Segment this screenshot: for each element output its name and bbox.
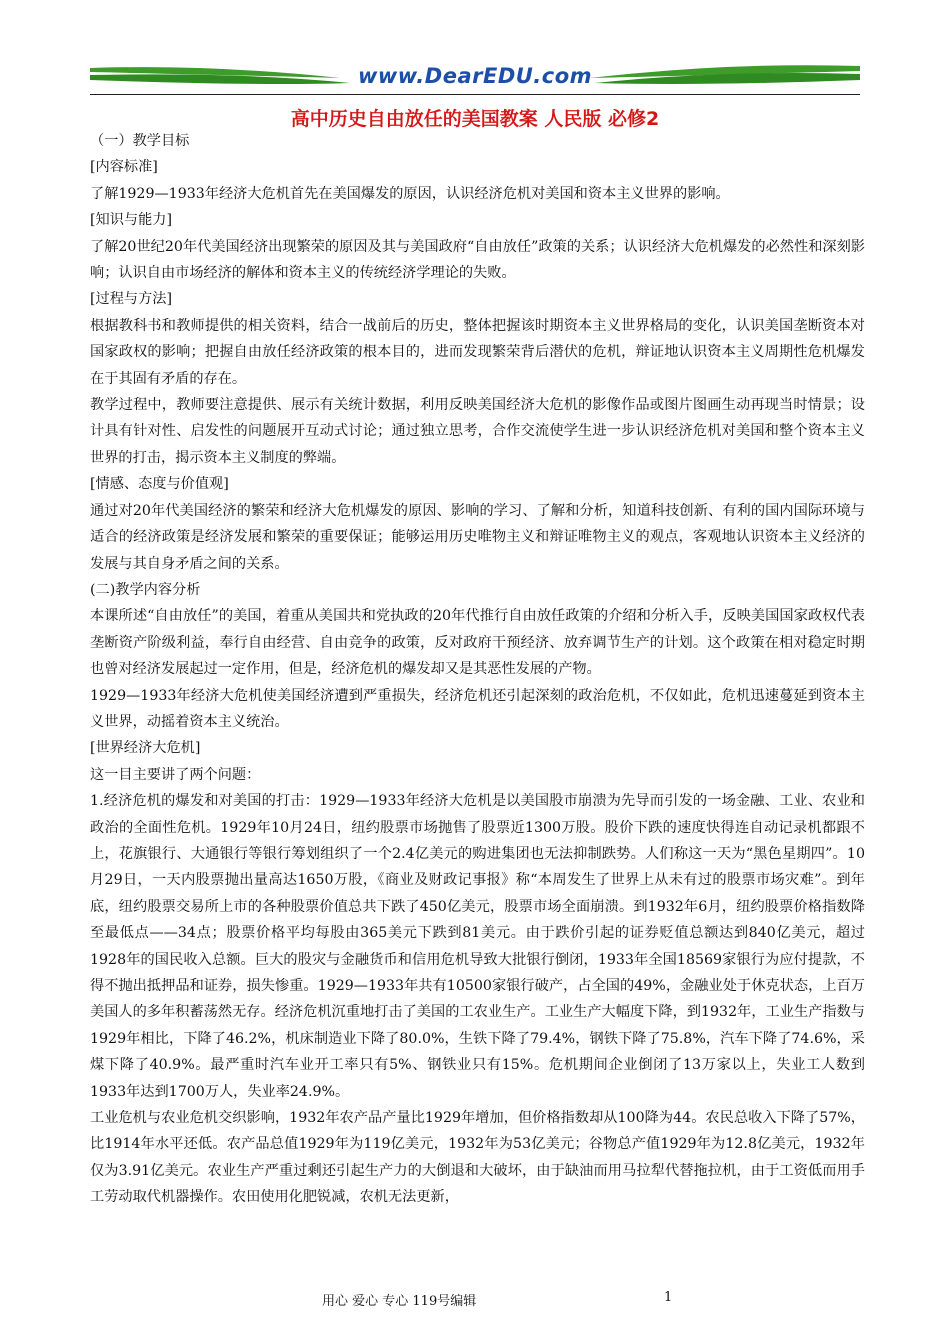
page-number: 1 <box>664 1290 673 1305</box>
site-banner <box>90 56 860 96</box>
page-title: 高中历史自由放任的美国教案 人民版 必修2 <box>290 108 660 130</box>
site-logo-text: www.DearEDU.com <box>357 64 593 88</box>
paragraph: 教学过程中，教师要注意提供、展示有关统计数据，利用反映美国经济大危机的影像作品或图片图画生动再现当时情景；设计具有针对性、启发性的问题展开互动式讨论；通过独立思考，合作交流使学生进一步认识经济危机对美国和整个资本主义世界的打击，揭示资本主义制度的弊端。 <box>90 397 865 466</box>
subheading: [过程与方法] <box>90 291 173 308</box>
paragraph: 工业危机与农业危机交织影响，1932年农产品产量比1929年增加，但价格指数却从100降为44。农民总收入下降了57%，比1914年水平还低。农产品总值1929年为119亿美元，1932年为53亿美元；谷物总产值1929年为12.8亿美元，1932年仅为3.91亿美元。农业生产严重过剩还引起生产力的大倒退和大破坏，由于缺油而用马拉犁代替拖拉机，由于工资低而用手工劳动取代机器操作。农田使用化肥锐减，农机无法更新， <box>90 1110 865 1206</box>
subheading: [内容标准] <box>90 159 158 176</box>
section-heading: (二)教学内容分析 <box>90 581 201 598</box>
paragraph: 1929—1933年经济大危机使美国经济遭到严重损失，经济危机还引起深刻的政治危机，不仅如此，危机迅速蔓延到资本主义世界，动摇着资本主义统治。 <box>90 687 865 730</box>
paragraph: 根据教科书和教师提供的相关资料，结合一战前后的历史，整体把握该时期资本主义世界格局的变化，认识美国垄断资本对国家政权的影响；把握自由放任经济政策的根本目的，进而发现繁荣背后潜伏的危机，辩证地认识资本主义周期性危机爆发在于其固有矛盾的存在。 <box>90 317 865 387</box>
subheading: [世界经济大危机] <box>90 740 201 757</box>
paragraph: 了解1929—1933年经济大危机首先在美国爆发的原因，认识经济危机对美国和资本主义世界的影响。 <box>90 185 730 202</box>
subheading: [情感、态度与价值观] <box>90 476 229 493</box>
paragraph: 了解20世纪20年代美国经济出现繁荣的原因及其与美国政府“自由放任”政策的关系；认识经济大危机爆发的必然性和深刻影响；认识自由市场经济的解体和资本主义的传统经济学理论的失败。 <box>90 238 865 282</box>
header-rule <box>90 94 860 95</box>
paragraph: 本课所述“自由放任”的美国，着重从美国共和党执政的20年代推行自由放任政策的介绍和分析入手，反映美国国家政权代表垄断资产阶级利益，奉行自由经营、自由竞争的政策，反对政府干预经济、放弃调节生产的计划。这个政策在相对稳定时期也曾对经济发展起过一定作用，但是，经济危机的爆发却又是其恶性发展的产物。 <box>90 608 865 678</box>
section-heading: （一）教学目标 <box>90 133 190 149</box>
footer-text: 用心 爱心 专心 119号编辑 <box>322 1294 477 1309</box>
paragraph: 1.经济危机的爆发和对美国的打击：1929—1933年经济大危机是以美国股市崩溃为先导而引发的一场金融、工业、农业和政治的全面性危机。1929年10月24日，纽约股票市场抛售了股票近1300万股。股价下跌的速度快得连自动记录机都跟不上，花旗银行、大通银行等银行筹划组织了一个2.4亿美元的购进集团也无法抑制跌势。人们称这一天为“黑色星期四”。10月29日，一天内股票抛出量高达1650万股，《商业及财政记事报》称“本周发生了世界上从未有过的股票市场灾难”。到年底，纽约股票交易所上市的各种股票价值总共下跌了450亿美元，股票市场全面崩溃。到1932年6月，纽约股票价格指数降至最低点——34点；股票价格平均每股由365美元下跌到81美元。由于跌价引起的证券贬值总额达到840亿美元，超过1928年的国民收入总额。巨大的股灾与金融货币和信用危机导致大批银行倒闭，1933年全国18569家银行为应付提款，不得不抛出抵押品和证券，损失惨重。1929—1933年共有10500家银行破产，占全国的49%，金融业处于休克状态，上百万美国人的多年积蓄荡然无存。经济危机沉重地打击了美国的工农业生产。工业生产大幅度下降，到1932年，工业生产指数与1929年相比，下降了46.2%，机床制造业下降了80.0%，生铁下降了79.4%，钢铁下降了75.8%，汽车下降了74.6%，采煤下降了40.9%。最严重时汽车业开工率只有5%、钢铁业只有15%。危机期间企业倒闭了13万家以上，失业工人数到1933年达到1700万人，失业率24.9%。 <box>90 793 865 1100</box>
paragraph: 这一目主要讲了两个问题： <box>90 766 261 783</box>
subheading: [知识与能力] <box>90 212 173 229</box>
document-body <box>90 128 865 1211</box>
paragraph: 通过对20年代美国经济的繁荣和经济大危机爆发的原因、影响的学习、了解和分析，知道科技创新、有利的国内国际环境与适合的经济政策是经济发展和繁荣的重要保证；能够运用历史唯物主义和辩证唯物主义的观点，客观地认识资本主义经济的发展与其自身矛盾之间的关系。 <box>90 502 865 572</box>
